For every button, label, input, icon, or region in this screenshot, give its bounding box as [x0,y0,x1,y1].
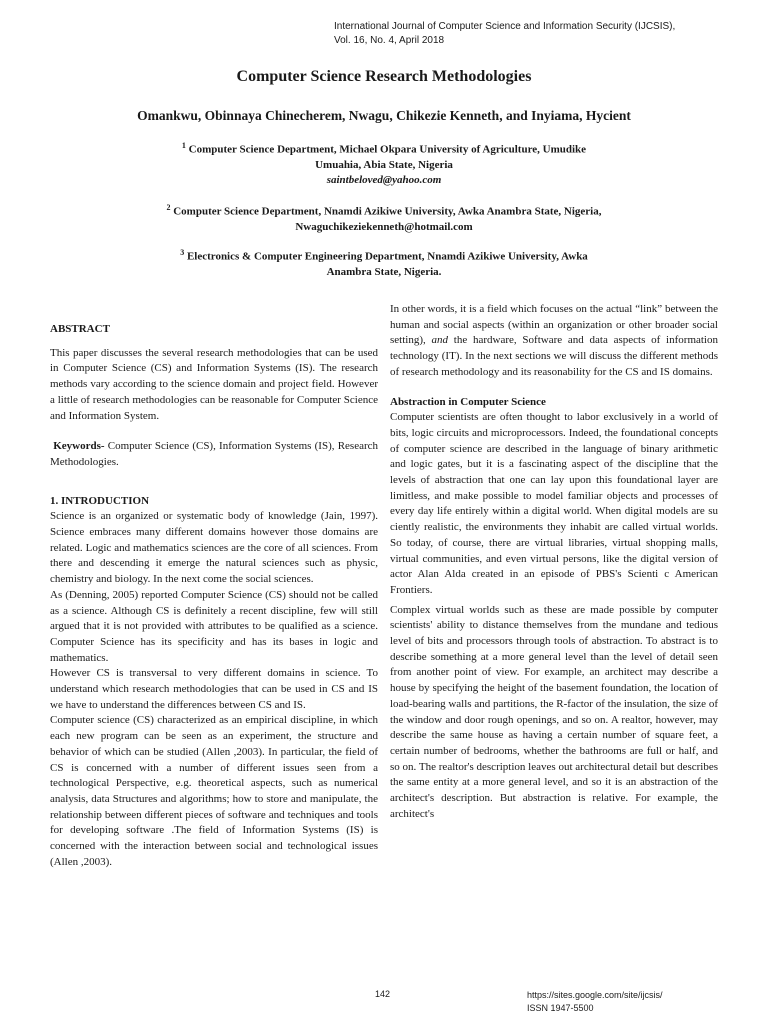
introduction-heading: 1. INTRODUCTION [50,494,150,507]
affiliation-line: Computer Science Department, Michael Okpara University of Agriculture, Umudike [188,143,587,156]
abstraction-heading: Abstraction in Computer Science [390,395,546,408]
paper-title: Computer Science Research Methodologies [236,68,532,85]
author-email: Nwaguchikeziekenneth@hotmail.com [295,220,473,233]
journal-website: https://sites.google.com/site/ijcsis/ [527,990,663,1000]
affiliation-2 [120,200,648,235]
abstract-text: This paper discusses the several research methodologies that can be used in Computer Science (CS) and Information Systems (IS). The research methods vary according to the science domain and project field. However a little of research methodologies can be reasonable for Computer Science and Information System. [50,346,378,422]
affiliation-line: Computer Science Department, Nnamdi Azikiwe University, Awka Anambra State, Nigeria, [173,205,602,218]
abstraction-paragraph: Computer scientists are often thought to labor exclusively in a world of bits, logic circuits and microprocessors. Indeed, the foundational concepts of computer science are described in the language of binary arithmetic and logic gates, but it is a fascinating aspect of the discipline that the levels of abstraction that one can lay upon this foundational layer are limitless, and make possible to model familiar objects and processes of every day life entirely within a digital world. When digital models are su ciently realistic, the environments they inhabit are called virtual worlds. So today, of course, there are virtual libraries, virtual shopping malls, virtual communities, and even virtual persons, like the digital version of actor Alan Alda created in an episode of PBS's Scienti c American Frontiers. [390,411,718,596]
affiliation-marker: 1 [181,141,186,150]
affiliation-line: Umuahia, Abia State, Nigeria [315,158,453,171]
author-email: saintbeloved@yahoo.com [326,173,442,186]
right-intro-paragraph [390,302,718,381]
page-number: 142 [375,989,391,999]
intro-text-italic: and [431,334,449,347]
affiliation-3 [120,245,648,280]
affiliation-line: Electronics & Computer Engineering Department, Nnamdi Azikiwe University, Awka [186,250,588,263]
keywords-label: Keywords- [53,440,105,453]
keywords [50,439,378,470]
right-column [390,302,718,823]
intro-paragraph: However CS is transversal to very different domains in science. To understand which research methodologies that can be used in CS and IS we have to understand the differences between CS and IS. [50,667,378,711]
journal-header [334,20,734,48]
author-list: Omankwu, Obinnaya Chinecherem, Nwagu, Chikezie Kenneth, and Inyiama, Hycient [137,108,631,123]
keywords-text: Computer Science (CS), Information Systems (IS), Research Methodologies. [50,440,379,468]
intro-text-part: In other words, it is a field which focuses on the actual “link” between the human and social aspects (within an organization or other broader social setting), [390,303,718,347]
journal-name: International Journal of Computer Science and Information Security (IJCSIS), [334,21,676,32]
intro-text-part: the hardware, Software and data aspects of information technology (IT). In the next sections we will discuss the different methods of research methodology and its reasonability for the CS and IS domains. [390,334,718,378]
abstract-heading: ABSTRACT [50,323,110,335]
affiliation-line: Anambra State, Nigeria. [326,265,442,278]
intro-paragraph: Computer science (CS) characterized as an empirical discipline, in which each new program can be seen as an experiment, the structure and behavior of which can be studied (Allen ,2003). In particular, the field of CS is concerned with a number of different issues seen from a technological Perspective, e.g. theoretical aspects, such as numerical analysis, data Structures and algorithms; how to store and manipulate, the relationship between different pieces of software and techniques and tools for developing software .The field of Information Systems (IS) is concerned with the interaction between social and technological issues (Allen ,2003). [50,714,378,868]
affiliation-1 [120,138,648,188]
affiliation-marker: 3 [180,248,185,257]
affiliation-marker: 2 [166,203,171,212]
intro-paragraph: Science is an organized or systematic body of knowledge (Jain, 1997). Science embraces many different domains however those domains are related. Logic and mathematics sciences are the core of all sciences. From there and descending it emerge the natural sciences such as physic, chemistry and biology. In the next come the social sciences. [50,510,378,586]
intro-paragraph: As (Denning, 2005) reported Computer Science (CS) should not be called as a science. Although CS is definitely a recent discipline, few will still argued that it is not provided with attributes to be qualified as a science. Computer Science has its specificity and has its bases in logic and mathematics. [50,588,378,664]
abstraction-paragraph: Complex virtual worlds such as these are made possible by computer scientists' ability to distance themselves from the mundane and tedious level of bits and processors through tools of abstraction. To abstract is to describe something at a more general level than the level of detail seen from another point of view. For example, an architect may describe a house by specifying the height of the basement foundation, the location of load-bearing walls and partitions, the R-factor of the insulation, the size of the window and door rough openings, and so on. A realtor, however, may describe the same house as having a certain number of square feet, a certain number of bedrooms, whether the bathrooms are full or half, and so on. The realtor's description leaves out architectural detail but describes the same entity at a more general level, and so it is an abstraction of the architect's description. But abstraction is relative. For example, the architect's [390,603,718,820]
footer-info [527,989,663,1015]
journal-volume: Vol. 16, No. 4, April 2018 [334,35,445,46]
left-column [50,322,378,871]
issn: ISSN 1947-5500 [527,1003,594,1013]
